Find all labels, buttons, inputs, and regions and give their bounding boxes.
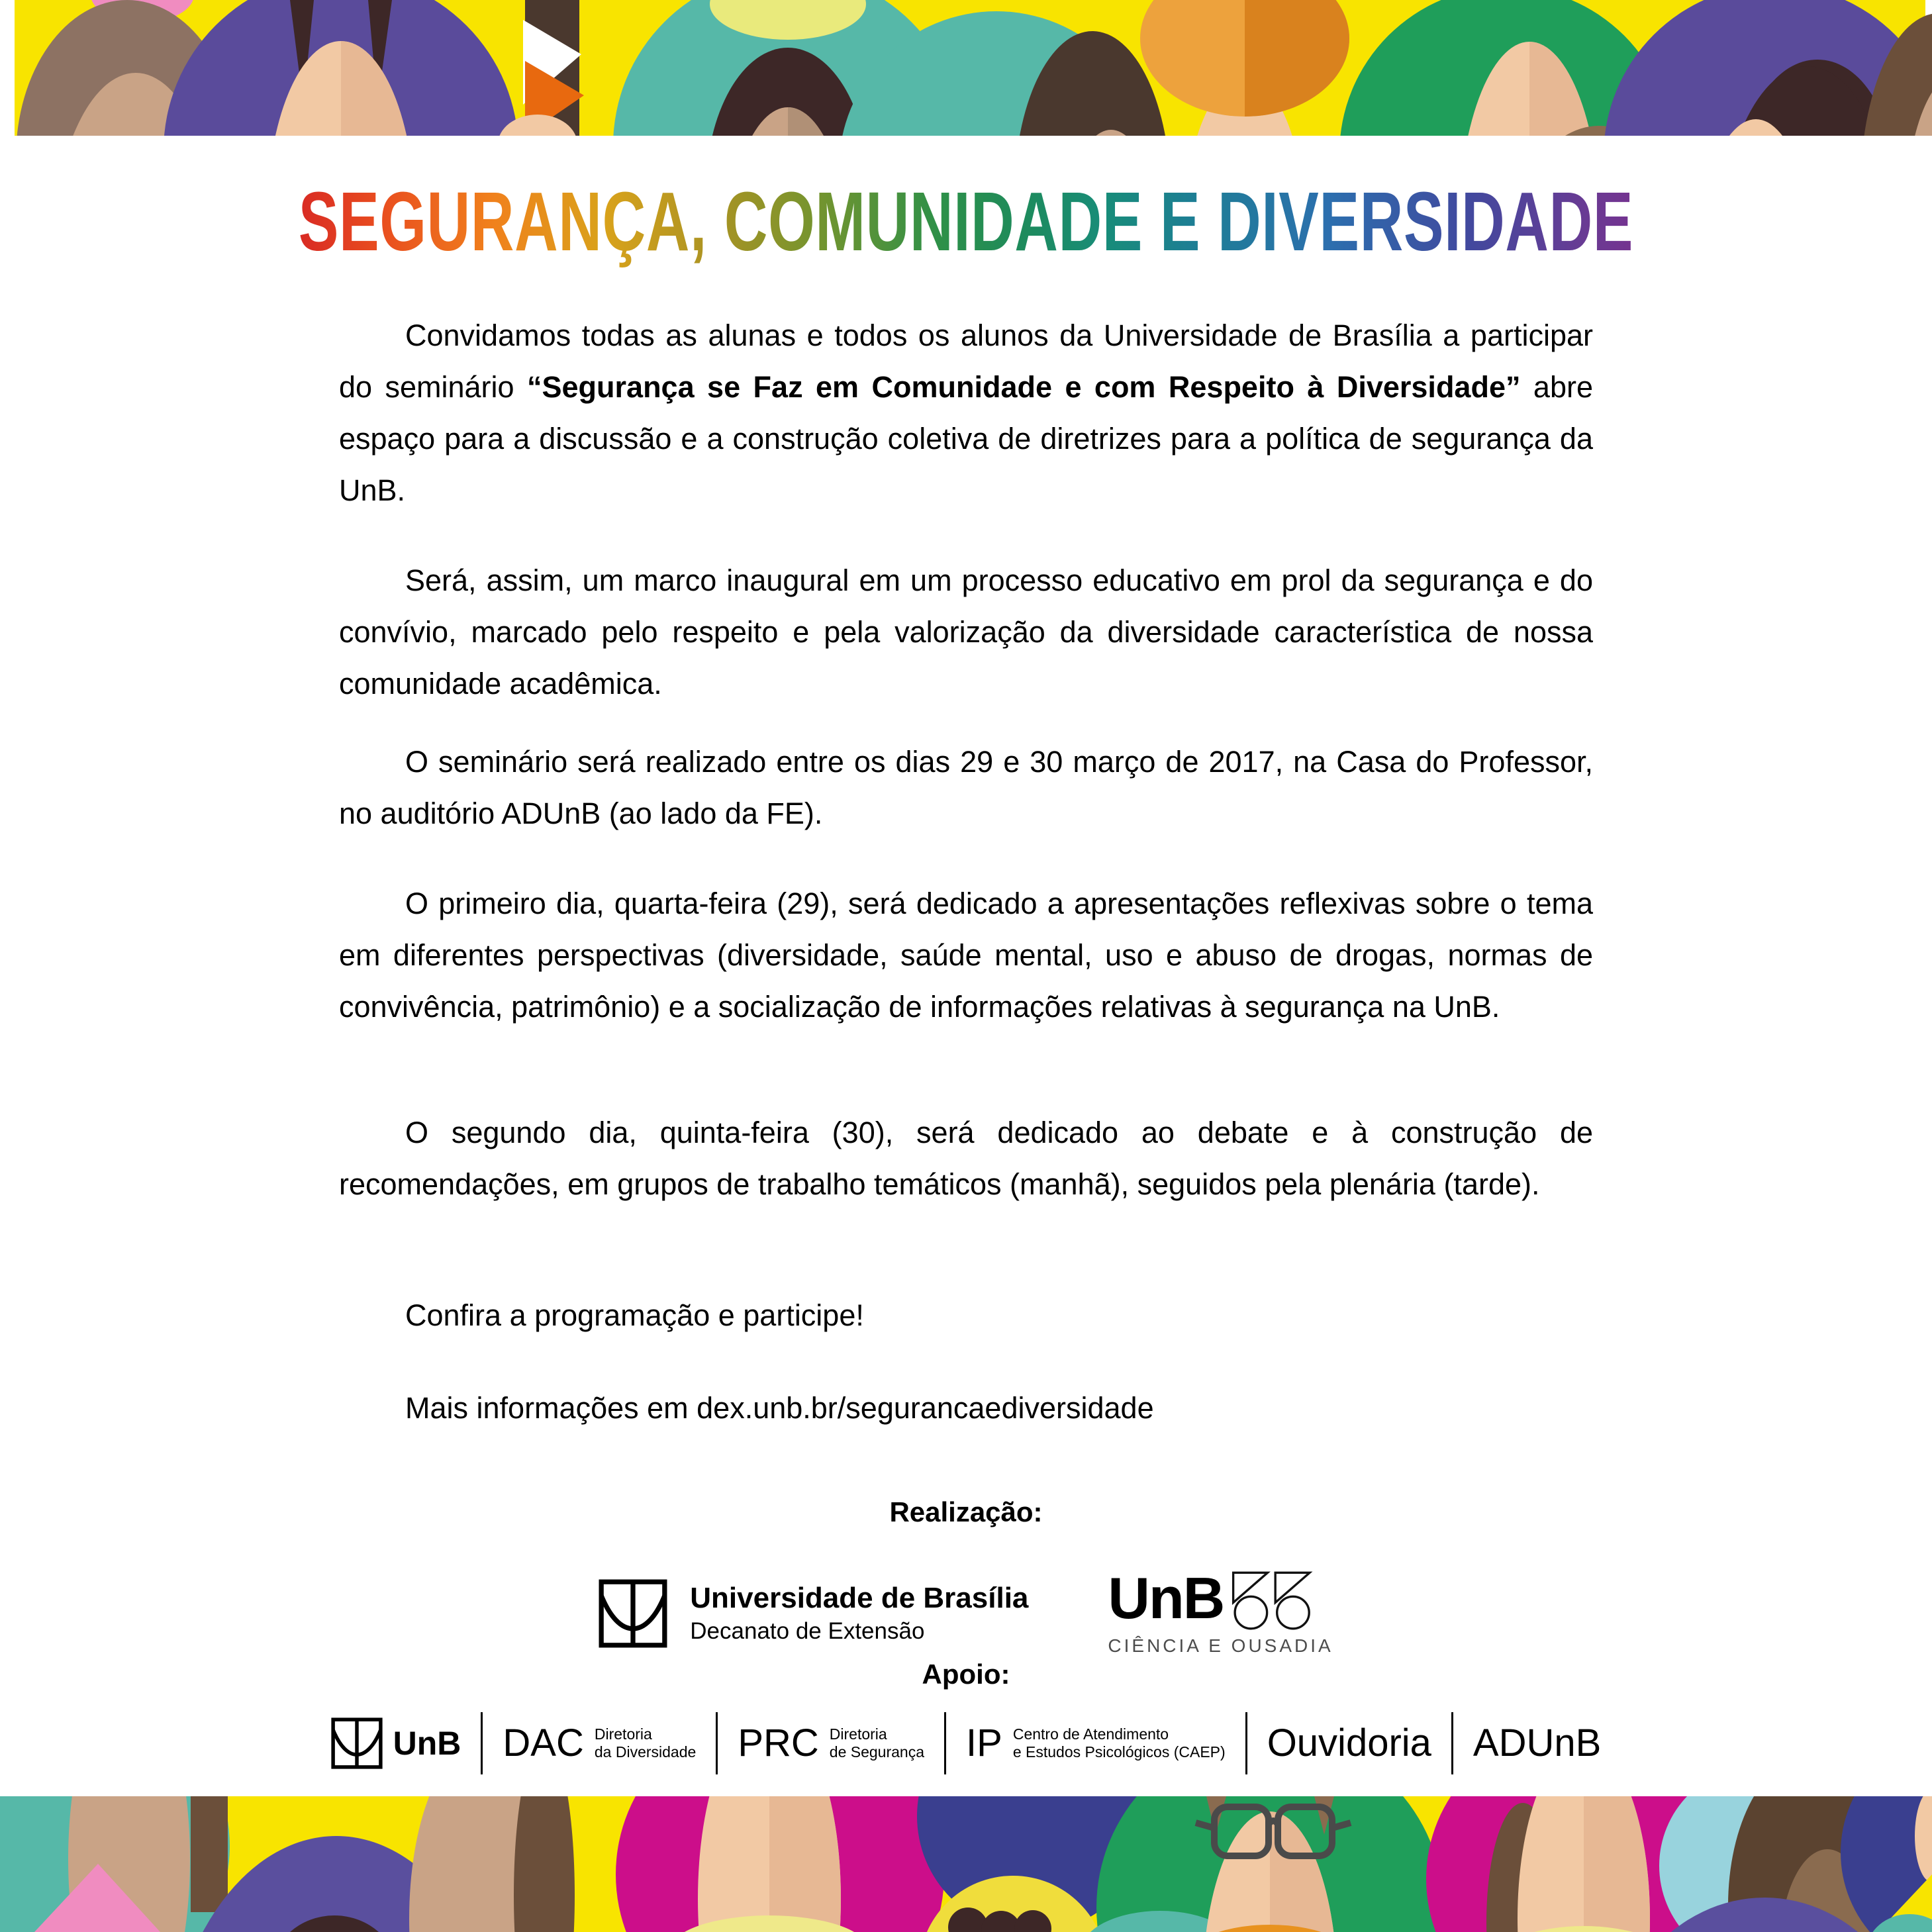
- divider: [944, 1712, 946, 1774]
- apoio-sub-line: Diretoria: [829, 1725, 887, 1743]
- paragraph-invitation: [339, 310, 1593, 516]
- apoio-logos-row: [0, 1712, 1932, 1774]
- unb55-number-glyphs: [1230, 1570, 1315, 1631]
- apoio-sub-line: de Segurança: [829, 1743, 925, 1761]
- apoio-sub-line: Diretoria: [594, 1725, 652, 1743]
- realizacao-heading: Realização:: [889, 1496, 1043, 1527]
- apoio-item-unb: [331, 1717, 461, 1769]
- divider: [716, 1712, 718, 1774]
- apoio-sub-line: Centro de Atendimento: [1012, 1725, 1169, 1743]
- apoio-label: ADUnB: [1473, 1721, 1602, 1764]
- apoio-item-ip: [966, 1723, 1226, 1763]
- apoio-label: Ouvidoria: [1267, 1721, 1431, 1764]
- avatar-figure: [409, 1796, 575, 1932]
- paragraph-call-to-action: Confira a programação e participe!: [405, 1298, 864, 1332]
- unb55-wordmark: UnB: [1108, 1565, 1224, 1631]
- apoio-sub-line: da Diversidade: [594, 1743, 697, 1761]
- university-lockup: [690, 1583, 1028, 1644]
- avatar-figure: [616, 1796, 944, 1932]
- bottom-banner-art: [0, 1796, 1932, 1932]
- university-name: Universidade de Brasília: [690, 1582, 1029, 1614]
- paragraph-text: Convidamos todas as alunas e todos os alunos da Universidade de Brasília a participar do seminário: [339, 318, 1593, 404]
- paragraph-day-two: O segundo dia, quinta-feira (30), será dedicado ao debate e à construção de recomendações, em grupos de trabalho temáticos (manhã), seguidos pela plenária (tarde).: [339, 1116, 1593, 1201]
- divider: [1451, 1712, 1453, 1774]
- unb55-tagline: CIÊNCIA E OUSADIA: [1108, 1635, 1333, 1656]
- page-title: SEGURANÇA, COMUNIDADE E DIVERSIDADE: [271, 173, 1662, 269]
- top-banner-illustration: [0, 0, 1932, 136]
- paragraph-context: Será, assim, um marco inaugural em um processo educativo em prol da segurança e do convívio, marcado pelo respeito e pela valorização da diversidade característica de nossa comunidade acadêmica.: [339, 563, 1593, 700]
- apoio-label: PRC: [738, 1721, 819, 1764]
- apoio-item-dac: [503, 1723, 696, 1763]
- bottom-banner-illustration: [0, 1796, 1932, 1932]
- paragraph-more-info-url: Mais informações em dex.unb.br/segurancaediversidade: [405, 1391, 1154, 1425]
- university-unit: Decanato de Extensão: [690, 1618, 925, 1644]
- apoio-label: IP: [966, 1721, 1002, 1764]
- unb-shield-icon: [599, 1579, 667, 1648]
- avatar-figure: [1081, 1796, 1443, 1932]
- divider: [481, 1712, 483, 1774]
- unb55-anniversary-logo: [1108, 1565, 1333, 1657]
- apoio-item-prc: [738, 1723, 924, 1763]
- apoio-heading: Apoio:: [922, 1659, 1010, 1690]
- apoio-sub-line: e Estudos Psicológicos (CAEP): [1012, 1743, 1226, 1761]
- unb-shield-icon: [331, 1717, 383, 1769]
- avatar-figure: [0, 1796, 230, 1932]
- apoio-item-adunb: [1473, 1723, 1601, 1763]
- paragraph-dates-venue: O seminário será realizado entre os dias 29 e 30 março de 2017, na Casa do Professor, no auditório ADUnB (ao lado da FE).: [339, 745, 1593, 830]
- paragraph-text: abre espaço para a discussão e a construção coletiva de diretrizes para a política de segurança da UnB.: [339, 370, 1593, 507]
- seminar-name-bold: “Segurança se Faz em Comunidade e com Respeito à Diversidade”: [527, 370, 1521, 404]
- top-banner-art: [0, 0, 1932, 136]
- apoio-item-ouvidoria: [1267, 1723, 1431, 1763]
- paragraph-day-one: O primeiro dia, quarta-feira (29), será dedicado a apresentações reflexivas sobre o tema em diferentes perspectivas (diversidade, saúde mental, uso e abuso de drogas, normas de convivência, patrimônio) e a socialização de informações relativas à segurança na UnB.: [339, 887, 1593, 1024]
- apoio-label: UnB: [393, 1725, 461, 1762]
- realizacao-logos-row: [0, 1565, 1932, 1657]
- divider: [1245, 1712, 1247, 1774]
- apoio-label: DAC: [503, 1721, 584, 1764]
